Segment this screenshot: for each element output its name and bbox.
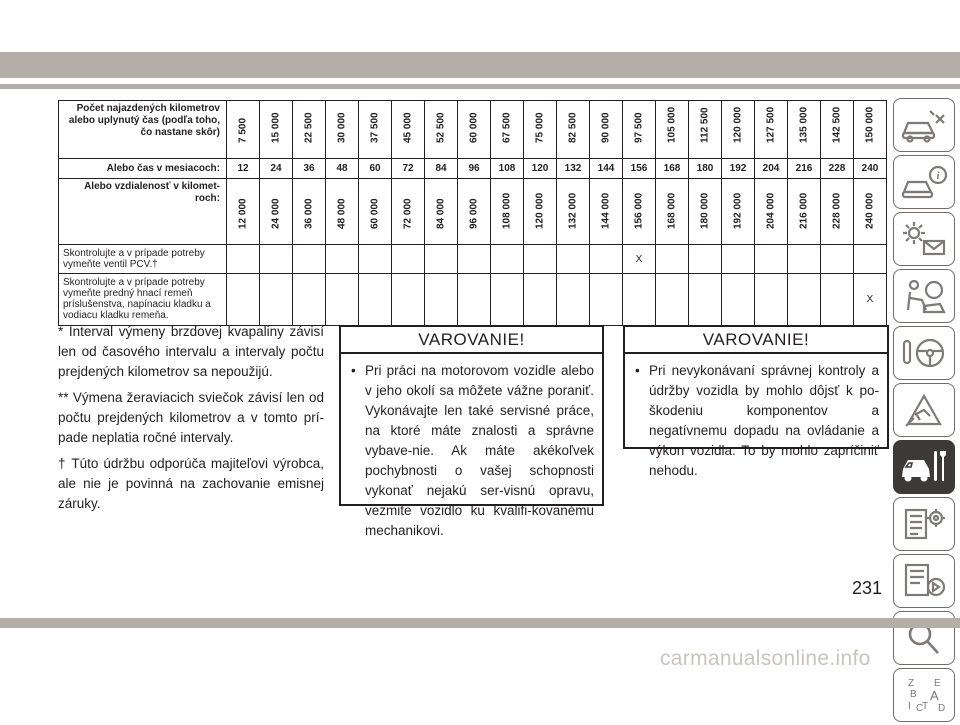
distance-column-header: [260, 179, 293, 245]
km-column-header: [821, 101, 854, 159]
km-value: 97 500: [633, 112, 645, 143]
warning-lights-icon: [900, 219, 948, 259]
km-column-header: [458, 101, 491, 159]
km-column-header: [293, 101, 326, 159]
schedule-mark: [491, 274, 524, 326]
sidebar-item-specifications[interactable]: [893, 497, 955, 551]
schedule-mark: [293, 245, 326, 274]
schedule-mark: [392, 245, 425, 274]
schedule-mark: [590, 245, 623, 274]
sidebar-item-car-info[interactable]: [893, 155, 955, 209]
month-value: 12: [227, 159, 260, 179]
schedule-mark: [590, 274, 623, 326]
sidebar-item-emergency[interactable]: [893, 383, 955, 437]
svg-text:i: i: [936, 170, 940, 182]
distance-value: 60 000: [369, 198, 381, 229]
svg-text:B: B: [910, 689, 917, 700]
svg-text:E: E: [934, 678, 941, 689]
km-value: 150 000: [864, 106, 876, 143]
schedule-mark: [557, 245, 590, 274]
distance-column-header: [227, 179, 260, 245]
month-value: 72: [392, 159, 425, 179]
km-value: 142 500: [831, 106, 843, 143]
chapter-sidebar: [893, 98, 955, 725]
footnote-brake-fluid: * Interval výmeny brzdovej kvapaliny závisí len od časového intervalu a intervaly počtu prejdených kilometrov sa nepoužijú.: [58, 324, 324, 379]
svg-text:I: I: [908, 701, 911, 712]
footnotes: [58, 322, 324, 520]
km-value: 7 500: [237, 117, 249, 143]
schedule-mark: [425, 274, 458, 326]
distance-value: 192 000: [732, 192, 744, 229]
month-value: 132: [557, 159, 590, 179]
schedule-mark: [689, 245, 722, 274]
schedule-mark: [227, 245, 260, 274]
schedule-mark: [788, 274, 821, 326]
schedule-mark: [854, 245, 887, 274]
schedule-mark: [326, 274, 359, 326]
km-column-header: [392, 101, 425, 159]
sidebar-item-warning-lights[interactable]: [893, 212, 955, 266]
km-value: 112 500: [699, 107, 711, 143]
distance-column-header: [788, 179, 821, 245]
steering-wheel-icon: [900, 333, 948, 373]
distance-column-header: [722, 179, 755, 245]
table-row: [59, 274, 887, 326]
km-value: 75 000: [534, 112, 546, 143]
km-column-header: [260, 101, 293, 159]
schedule-mark: [755, 274, 788, 326]
km-value: 30 000: [336, 112, 348, 143]
table-row: [59, 159, 887, 179]
schedule-mark: [260, 245, 293, 274]
schedule-mark: [656, 245, 689, 274]
warning-title: VAROVANIE!: [625, 327, 887, 354]
watermark: carmanualsonline.info: [660, 647, 871, 670]
distance-column-header: [524, 179, 557, 245]
svg-text:D: D: [938, 703, 946, 714]
distance-value: 96 000: [468, 198, 480, 229]
schedule-mark: [392, 274, 425, 326]
table-row: [59, 101, 887, 159]
km-header-label: Počet najazdených kilometrov alebo uplynutý čas (podľa toho, čo nastane skôr): [59, 101, 227, 159]
maintenance-task: Skontrolujte a v prípade potreby vymeňte ventil PCV.†: [59, 245, 227, 274]
month-value: 36: [293, 159, 326, 179]
km-value: 15 000: [270, 112, 282, 143]
month-value: 108: [491, 159, 524, 179]
km-value: 120 000: [732, 106, 744, 143]
index-icon: [900, 675, 948, 715]
km-value: 67 500: [501, 112, 513, 143]
distance-column-header: [425, 179, 458, 245]
km-column-header: [623, 101, 656, 159]
distance-value: 120 000: [534, 192, 546, 229]
schedule-mark: [788, 245, 821, 274]
month-value: 96: [458, 159, 491, 179]
schedule-mark: [755, 245, 788, 274]
distance-column-header: [491, 179, 524, 245]
schedule-mark: X: [854, 274, 887, 326]
warning-box-maintenance: [623, 325, 889, 478]
schedule-mark: [524, 245, 557, 274]
km-value: 82 500: [567, 112, 579, 143]
km-column-header: [227, 101, 260, 159]
km-column-header: [656, 101, 689, 159]
maintenance-task: Skontrolujte a v prípade potreby vymeňte predný hnací remeň príslušenstva, napínaciu kladku a vodiacu kladku remeňa.: [59, 274, 227, 326]
month-value: 120: [524, 159, 557, 179]
km-column-header: [854, 101, 887, 159]
svg-text:T: T: [922, 701, 929, 712]
car-maintenance-icon: [900, 447, 948, 487]
distance-column-header: [590, 179, 623, 245]
month-value: 180: [689, 159, 722, 179]
km-value: 52 500: [435, 112, 447, 143]
distance-value: 216 000: [798, 192, 810, 229]
schedule-mark: [326, 245, 359, 274]
distance-column-header: [326, 179, 359, 245]
svg-text:C: C: [916, 703, 924, 714]
schedule-mark: [689, 274, 722, 326]
distance-column-header: [293, 179, 326, 245]
month-value: 48: [326, 159, 359, 179]
month-value: 60: [359, 159, 392, 179]
distance-value: 228 000: [831, 192, 843, 229]
sidebar-item-index[interactable]: [893, 668, 955, 722]
km-value: 22 500: [303, 112, 315, 143]
schedule-mark: [293, 274, 326, 326]
sidebar-item-steering[interactable]: [893, 326, 955, 380]
schedule-mark: [557, 274, 590, 326]
schedule-mark: [458, 274, 491, 326]
warning-text: Pri práci na motorovom vozidle alebo v jeho okolí sa môžete vážne poraniť. Vykonávajte len také servisné práce, na ktoré máte znalosti a správne vybave-nie. Ak máte akékoľvek pochybnosti o vašej schopnosti vykonať nejakú ser-visnú opravu, vezmite vozidlo ku kvalifi-kovanému mechanikovi.: [365, 363, 594, 538]
schedule-mark: [722, 274, 755, 326]
distance-column-header: [623, 179, 656, 245]
distance-column-header: [557, 179, 590, 245]
schedule-mark: [260, 274, 293, 326]
table-row: [59, 245, 887, 274]
bullet: •: [351, 363, 356, 378]
distance-column-header: [821, 179, 854, 245]
distance-value: 144 000: [600, 192, 612, 229]
sidebar-item-airbag[interactable]: [893, 269, 955, 323]
km-value: 105 000: [666, 106, 678, 143]
multimedia-icon: [900, 561, 948, 601]
schedule-mark: [491, 245, 524, 274]
km-column-header: [722, 101, 755, 159]
distance-column-header: [359, 179, 392, 245]
car-info-icon: [900, 162, 948, 202]
page-number: 231: [852, 578, 883, 598]
footnote-owner-maintenance: † Túto údržbu odporúča majiteľovi výrobca, ale nie je povinná na zachovanie emisnej záruky.: [58, 456, 324, 511]
warning-title: VAROVANIE!: [341, 327, 602, 354]
month-value: 168: [656, 159, 689, 179]
month-value: 144: [590, 159, 623, 179]
distance-value: 180 000: [699, 192, 711, 229]
distance-value: 24 000: [270, 198, 282, 229]
distance-value: 168 000: [666, 192, 678, 229]
distance-value: 72 000: [402, 198, 414, 229]
schedule-mark: [722, 245, 755, 274]
month-value: 216: [788, 159, 821, 179]
distance-value: 48 000: [336, 198, 348, 229]
distance-column-header: [458, 179, 491, 245]
km-column-header: [359, 101, 392, 159]
km-value: 127 500: [765, 106, 777, 143]
month-value: 156: [623, 159, 656, 179]
sidebar-item-multimedia[interactable]: [893, 554, 955, 608]
km-column-header: [524, 101, 557, 159]
km-column-header: [425, 101, 458, 159]
distance-label: Alebo vzdialenosť v kilomet-roch:: [59, 179, 227, 245]
specifications-icon: [900, 504, 948, 544]
schedule-mark: [359, 274, 392, 326]
schedule-mark: [623, 274, 656, 326]
car-safety-icon: [900, 105, 948, 145]
distance-column-header: [392, 179, 425, 245]
month-value: 84: [425, 159, 458, 179]
schedule-mark: [227, 274, 260, 326]
footnote-glow-plugs: ** Výmena žeraviacich sviečok závisí len od počtu prejdených kilometrov a v tomto prí-pade neplatia ročné intervaly.: [58, 390, 324, 445]
schedule-mark: [821, 274, 854, 326]
sidebar-item-car-safety[interactable]: [893, 98, 955, 152]
km-column-header: [788, 101, 821, 159]
months-label: Alebo čas v mesiacoch:: [59, 159, 227, 179]
distance-value: 132 000: [567, 192, 579, 229]
top-divider: [0, 84, 960, 89]
schedule-mark: X: [623, 245, 656, 274]
schedule-mark: [458, 245, 491, 274]
sidebar-item-maintenance[interactable]: [893, 440, 955, 494]
distance-value: 12 000: [237, 198, 249, 229]
emergency-icon: [900, 390, 948, 430]
distance-column-header: [656, 179, 689, 245]
month-value: 24: [260, 159, 293, 179]
distance-value: 204 000: [765, 192, 777, 229]
schedule-mark: [524, 274, 557, 326]
schedule-mark: [359, 245, 392, 274]
table-row: [59, 179, 887, 245]
km-column-header: [755, 101, 788, 159]
month-value: 228: [821, 159, 854, 179]
schedule-mark: [821, 245, 854, 274]
distance-column-header: [689, 179, 722, 245]
km-column-header: [326, 101, 359, 159]
km-column-header: [491, 101, 524, 159]
distance-column-header: [854, 179, 887, 245]
top-band: [0, 52, 960, 78]
km-value: 37 500: [369, 112, 381, 143]
distance-column-header: [755, 179, 788, 245]
warning-box-injury: [339, 325, 604, 538]
svg-text:Z: Z: [908, 678, 915, 689]
bottom-band: [0, 618, 960, 628]
km-value: 90 000: [600, 112, 612, 143]
distance-value: 108 000: [501, 192, 513, 229]
month-value: 204: [755, 159, 788, 179]
svg-text:A: A: [930, 688, 939, 703]
distance-value: 84 000: [435, 198, 447, 229]
bullet: •: [635, 363, 640, 378]
distance-value: 156 000: [633, 192, 645, 229]
km-column-header: [557, 101, 590, 159]
month-value: 192: [722, 159, 755, 179]
maintenance-schedule-table: [58, 100, 887, 326]
km-value: 135 000: [798, 106, 810, 143]
km-value: 60 000: [468, 112, 480, 143]
km-value: 45 000: [402, 112, 414, 143]
warning-text: Pri nevykonávaní správnej kontroly a údržby vozidla by mohlo dôjsť k po-škodeniu komponentov a negatívnemu dopadu na ovládanie a výkon vozidla. To by mohlo zapríčiniť nehodu.: [649, 363, 879, 478]
airbag-icon: [900, 276, 948, 316]
schedule-mark: [425, 245, 458, 274]
schedule-mark: [656, 274, 689, 326]
month-value: 240: [854, 159, 887, 179]
distance-value: 240 000: [864, 192, 876, 229]
distance-value: 36 000: [303, 198, 315, 229]
km-column-header: [689, 101, 722, 159]
km-column-header: [590, 101, 623, 159]
